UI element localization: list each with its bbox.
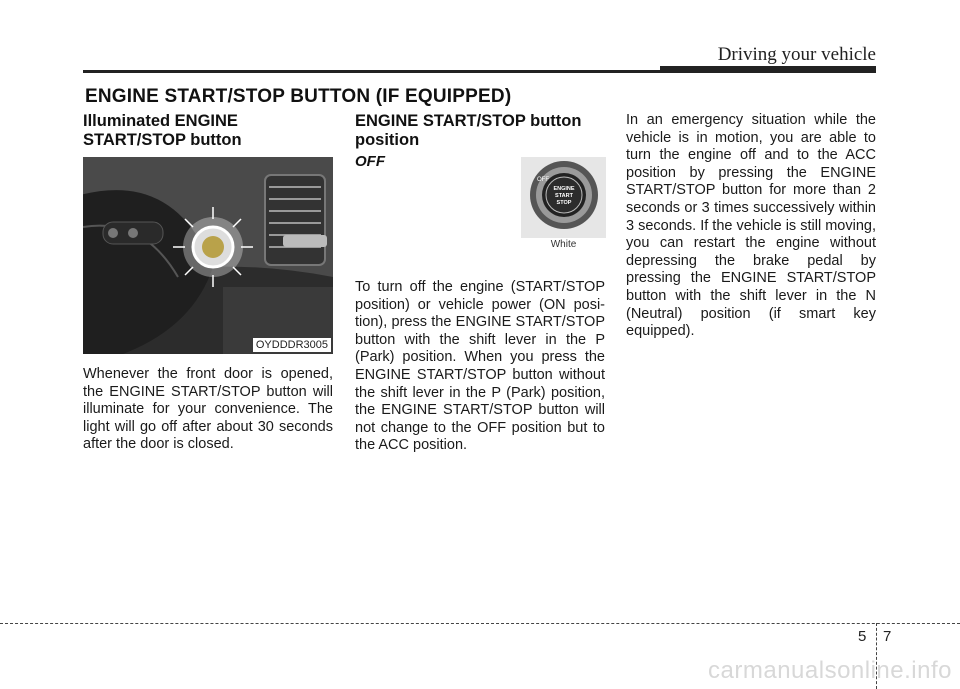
footer-rule [0, 623, 960, 624]
button-text-stop: STOP [556, 200, 572, 206]
paragraph-emergency: In an emergency situation while the vehicle is in motion, you are able to turn the engine off and to the ACC position by pressing the ENGINE START/STOP button for more than 2 seconds or 3 times successively within 3 seconds. If the vehicle is still moving, you can restart the engine without depressing the brake pedal by pressing the ENGINE START/STOP button with the shift lever in the N (Neutral) position (if smart key equipped). [626, 112, 876, 340]
ring-off-text: OFF [537, 177, 549, 183]
heading-line-2: START/STOP button [83, 131, 242, 149]
button-text-engine: ENGINE [553, 186, 575, 192]
button-text-start: START [555, 193, 573, 199]
paragraph-off-position: To turn off the engine (START/STOP position) or vehicle power (ON posi-tion), press the ENGINE START/STOP button with the shift lever in the P (Park) position. When you press the ENGINE START/STOP button without the shift lever in the P (Park) position, the ENGINE START/STOP button will not change to the OFF position but to the ACC position. [355, 279, 605, 454]
figure-code: OYDDDR3005 [253, 338, 331, 352]
column-button-position [355, 112, 605, 150]
header-rule-accent [660, 66, 876, 73]
heading-illuminated-button [83, 112, 333, 150]
column-illuminated-button [83, 112, 333, 150]
heading-line-2: position [355, 131, 420, 149]
heading-button-position [355, 112, 605, 150]
section-title: ENGINE START/STOP BUTTON (IF EQUIPPED) [85, 86, 512, 107]
chapter-number: 5 [858, 628, 867, 645]
dashboard-illustration [83, 157, 333, 354]
heading-line-1: ENGINE START/STOP button [355, 112, 582, 130]
figure-start-button [521, 157, 606, 252]
heading-line-1: Illuminated ENGINE [83, 112, 238, 130]
off-position-label: OFF [355, 153, 385, 170]
column-button-position-text [355, 279, 605, 455]
watermark-text: carmanualsonline.info [708, 657, 952, 684]
figure-dashboard-photo [83, 157, 333, 354]
running-header-title: Driving your vehicle [717, 44, 876, 65]
column-illuminated-text [83, 366, 333, 454]
column-emergency [626, 112, 876, 341]
paragraph-illuminated: Whenever the front door is opened, the ENGINE START/STOP button will illuminate for your convenience. The light will go off after about 30 seconds after the door is closed. [83, 366, 333, 453]
figure-color-label: White [521, 238, 606, 252]
page-number: 7 [883, 628, 892, 645]
start-stop-button-icon [521, 157, 606, 238]
